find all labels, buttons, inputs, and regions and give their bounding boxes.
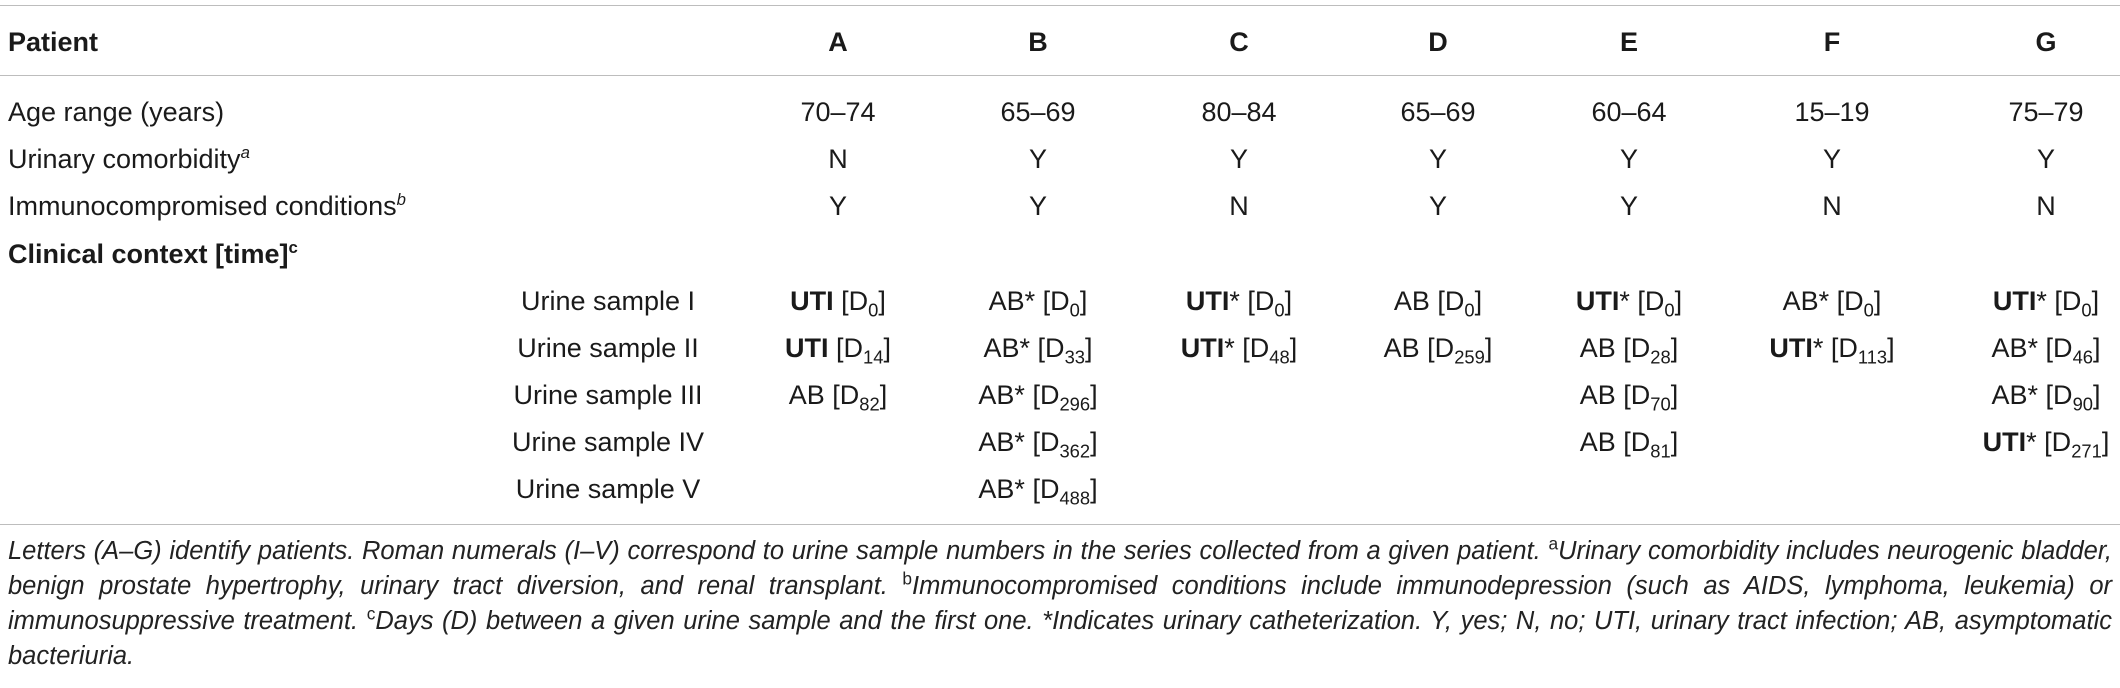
- sample-cell-patient-g: UTI* $[D_0]$: [1992, 286, 2100, 321]
- sample-cell-patient-b: AB* $[D_{488}]$: [978, 474, 1098, 509]
- day-value: 0: [1664, 299, 1675, 321]
- catheter-marker: *: [1024, 286, 1036, 316]
- day-value: 82: [859, 393, 880, 415]
- urine-sample-row-iii: [0, 371, 2120, 419]
- day-value: 81: [1650, 440, 1671, 462]
- day-value: 271: [2071, 440, 2102, 462]
- patient-header: Patient: [8, 27, 99, 57]
- patient-col-f: F: [1823, 27, 1841, 57]
- sample-cell-patient-e: UTI* $[D_0]$: [1575, 286, 1683, 321]
- sample-cell-patient-e: AB $[D_{28}]$: [1579, 333, 1679, 368]
- cell-patient-b: Y: [1028, 144, 1048, 174]
- cell-patient-a: Y: [828, 191, 848, 221]
- clinical-context: UTI: [1769, 333, 1813, 363]
- cell-patient-a: N: [828, 144, 848, 174]
- urine-sample-label: Urine sample I: [520, 286, 696, 316]
- catheter-marker: *: [2027, 380, 2039, 410]
- header-rule: [0, 75, 2120, 76]
- cell-patient-f: N: [1822, 191, 1842, 221]
- cell-patient-e: 60–64: [1591, 97, 1667, 127]
- clinical-context: AB: [1393, 286, 1430, 316]
- sample-cell-patient-e: AB $[D_{70}]$: [1579, 380, 1679, 415]
- urine-sample-label: Urine sample II: [517, 333, 699, 363]
- attribute-row: [0, 182, 2120, 230]
- patient-col-a: A: [828, 27, 848, 57]
- day-value: 0: [2081, 299, 2092, 321]
- row-label-text: Urinary comorbidity: [8, 144, 241, 174]
- catheter-marker: *: [1229, 286, 1240, 316]
- sample-cell-patient-g: AB* $[D_{90}]$: [1991, 380, 2101, 415]
- catheter-marker: *: [2027, 333, 2039, 363]
- day-value: 0: [1274, 299, 1285, 321]
- sample-cell-patient-f: AB* $[D_0]$: [1782, 286, 1882, 321]
- footnote-marker: a: [240, 143, 250, 162]
- row-label: [8, 88, 224, 136]
- day-value: 14: [863, 346, 884, 368]
- sample-cell-patient-f: UTI* $[D_{113}]$: [1769, 333, 1895, 368]
- clinical-context: UTI: [1575, 286, 1620, 316]
- sample-cell-patient-d: AB $[D_0]$: [1393, 286, 1483, 321]
- catheter-marker: *: [1019, 333, 1031, 363]
- day-value: 259: [1454, 346, 1485, 368]
- clinical-context: AB: [978, 380, 1015, 410]
- cell-patient-e: Y: [1619, 191, 1639, 221]
- urine-sample-row-iv: [0, 418, 2120, 466]
- footnote-marker: b: [396, 190, 406, 209]
- clinical-context: AB: [1579, 427, 1616, 457]
- sample-cell-patient-b: AB* $[D_0]$: [988, 286, 1088, 321]
- day-value: 113: [1857, 346, 1888, 368]
- day-value: 362: [1059, 440, 1091, 462]
- day-value: 90: [2072, 393, 2093, 415]
- cell-patient-f: Y: [1822, 144, 1842, 174]
- clinical-context: AB: [988, 286, 1025, 316]
- cell-patient-g: 75–79: [2008, 97, 2084, 127]
- clinical-context: AB: [1579, 333, 1616, 363]
- cell-patient-c: Y: [1229, 144, 1249, 174]
- day-value: 28: [1650, 346, 1671, 368]
- catheter-marker: *: [1224, 333, 1235, 363]
- bottom-rule: [0, 524, 2120, 525]
- attribute-row: [0, 135, 2120, 183]
- day-value: 46: [2072, 346, 2093, 368]
- attribute-row: [0, 88, 2120, 136]
- cell-patient-d: Y: [1428, 191, 1448, 221]
- sample-cell-patient-a: UTI $[D_0]$: [790, 286, 886, 321]
- clinical-context: AB: [1991, 333, 2028, 363]
- clinical-context: UTI: [1185, 286, 1230, 316]
- patient-col-b: B: [1028, 27, 1048, 57]
- row-label: [8, 135, 250, 183]
- sample-cell-patient-b: AB* $[D_{362}]$: [978, 427, 1098, 462]
- clinical-context: UTI: [1992, 286, 2037, 316]
- catheter-marker: *: [2026, 427, 2037, 457]
- urine-sample-label: Urine sample IV: [511, 427, 705, 457]
- clinical-context: UTI: [785, 333, 829, 363]
- day-value: 0: [868, 299, 879, 321]
- urine-sample-label: Urine sample V: [515, 474, 701, 504]
- cell-patient-e: Y: [1619, 144, 1639, 174]
- row-label-text: Immunocompromised conditions: [8, 191, 397, 221]
- urine-sample-row-ii: [0, 324, 2120, 372]
- sample-cell-patient-a: UTI $[D_{14}]$: [785, 333, 891, 368]
- sample-cell-patient-g: AB* $[D_{46}]$: [1991, 333, 2101, 368]
- urine-sample-row-i: [0, 277, 2120, 325]
- patient-col-d: D: [1428, 27, 1448, 57]
- clinical-context: AB: [1991, 380, 2028, 410]
- urine-sample-label: Urine sample III: [513, 380, 703, 410]
- clinical-context: AB: [1579, 380, 1616, 410]
- day-value: 296: [1059, 393, 1091, 415]
- sample-cell-patient-c: UTI* $[D_0]$: [1185, 286, 1293, 321]
- catheter-marker: *: [1818, 286, 1830, 316]
- clinical-context-row: [0, 230, 2120, 278]
- cell-patient-a: 70–74: [800, 97, 876, 127]
- clinical-context: UTI: [1180, 333, 1225, 363]
- patient-col-e: E: [1619, 27, 1639, 57]
- day-value: 488: [1059, 487, 1091, 509]
- day-value: 0: [1464, 299, 1475, 321]
- sample-cell-patient-d: AB $[D_{259}]$: [1383, 333, 1493, 368]
- row-label-text: Age range (years): [8, 97, 225, 127]
- day-value: 0: [1863, 299, 1874, 321]
- catheter-marker: *: [2036, 286, 2047, 316]
- day-value: 70: [1650, 393, 1671, 415]
- catheter-marker: *: [1014, 427, 1025, 457]
- catheter-marker: *: [1619, 286, 1630, 316]
- cell-patient-g: N: [2036, 191, 2056, 221]
- catheter-marker: *: [1014, 380, 1025, 410]
- sample-cell-patient-e: AB $[D_{81}]$: [1579, 427, 1679, 462]
- cell-patient-d: Y: [1428, 144, 1448, 174]
- clinical-context: AB: [1782, 286, 1819, 316]
- day-value: 48: [1269, 346, 1290, 368]
- cell-patient-b: Y: [1028, 191, 1048, 221]
- top-rule: [0, 5, 2120, 6]
- sample-cell-patient-b: AB* $[D_{296}]$: [978, 380, 1098, 415]
- day-value: 33: [1064, 346, 1085, 368]
- clinical-context: AB: [788, 380, 825, 410]
- catheter-marker: *: [1812, 333, 1824, 363]
- patient-col-g: G: [2035, 27, 2057, 57]
- clinical-context: AB: [978, 474, 1015, 504]
- urine-sample-row-v: [0, 465, 2120, 513]
- sample-cell-patient-a: AB $[D_{82}]$: [788, 380, 888, 415]
- day-value: 0: [1069, 299, 1080, 321]
- sample-cell-patient-g: UTI* $[D_{271}]$: [1982, 427, 2110, 462]
- table-footnote: Letters (A–G) identify patients. Roman numerals (I–V) correspond to urine sample numbers in the series collected from a given patient. $^a$Urinary comorbidity includes neurogenic bladder, benign prostate hypertrophy, urinary tract diversion, and renal transplant. $^b$Immunocompromised conditions include immunodepression (such as AIDS, lymphoma, leukemia) or immunosuppressive treatment. $^c$Days (D) between a given urine sample and the first one. *Indicates urinary catheterization. Y, yes; N, no; UTI, urinary tract infection; AB, asymptomatic bacteriuria.: [8, 533, 2112, 670]
- sample-cell-patient-b: AB* $[D_{33}]$: [983, 333, 1093, 368]
- cell-patient-c: 80–84: [1201, 97, 1277, 127]
- row-label: [8, 182, 406, 230]
- clinical-context: UTI: [790, 286, 834, 316]
- clinical-context: AB: [978, 427, 1015, 457]
- header-row: [0, 18, 2120, 66]
- cell-patient-d: 65–69: [1400, 97, 1476, 127]
- catheter-marker: *: [1014, 474, 1025, 504]
- cell-patient-f: 15–19: [1794, 97, 1870, 127]
- clinical-context-label: Clinical context [time]$^c$: [8, 238, 298, 269]
- clinical-context: AB: [1383, 333, 1420, 363]
- cell-patient-c: N: [1229, 191, 1249, 221]
- patient-col-c: C: [1229, 27, 1249, 57]
- clinical-context: UTI: [1982, 427, 2027, 457]
- sample-cell-patient-c: UTI* $[D_{48}]$: [1180, 333, 1298, 368]
- cell-patient-b: 65–69: [1000, 97, 1076, 127]
- cell-patient-g: Y: [2036, 144, 2056, 174]
- clinical-context: AB: [983, 333, 1020, 363]
